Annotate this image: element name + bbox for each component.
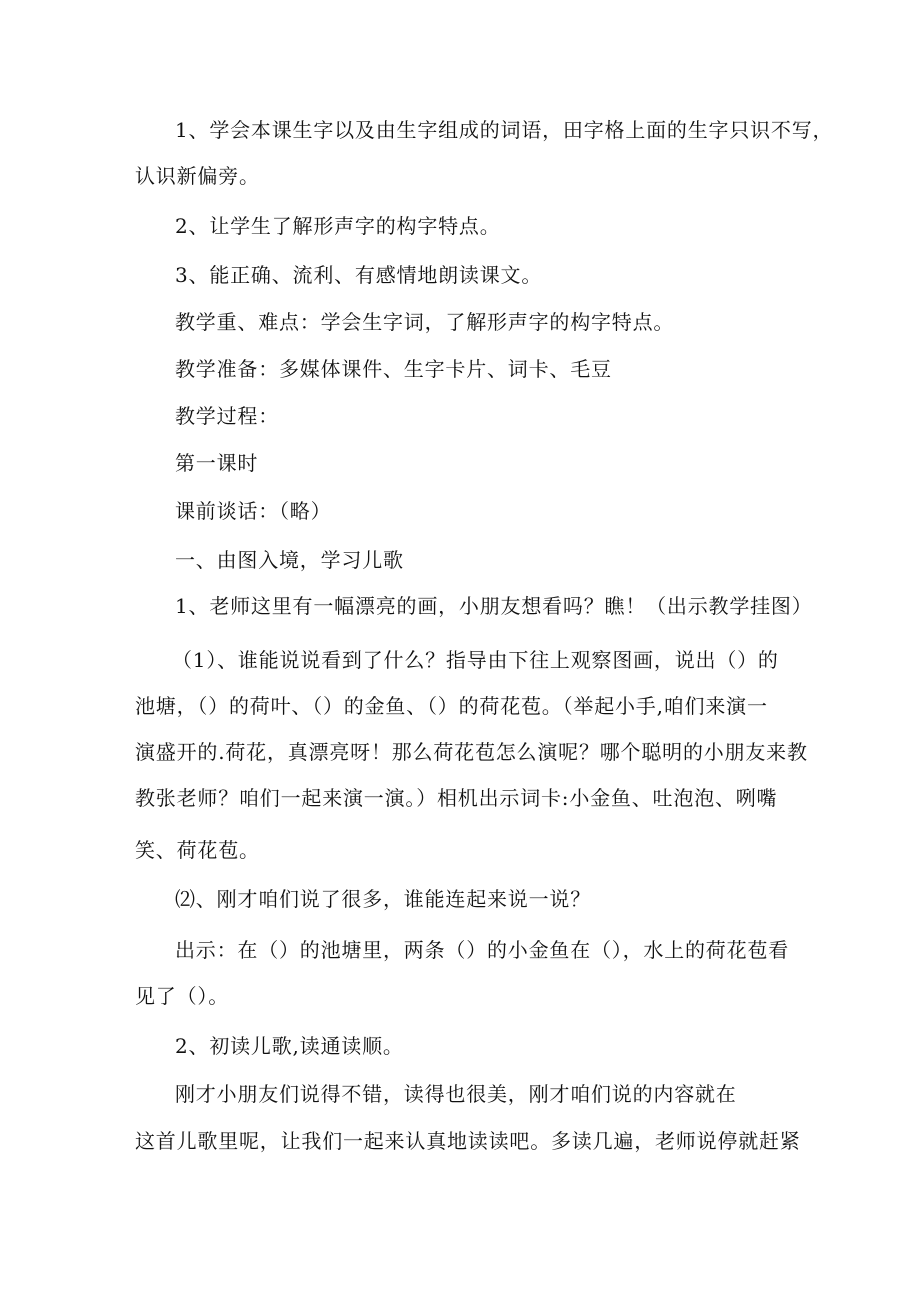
objective-1-cont: 认识新偏旁。 [135,164,260,188]
step-1-sub-1-cont-4: 笑、荷花苞。 [135,838,260,862]
display-sentence-cont: 见了（）。 [135,984,229,1008]
preparation: 教学准备：多媒体课件、生字卡片、词卡、毛豆 [175,357,612,381]
step-1-sub-1: （1）、谁能说说看到了什么？指导由下往上观察图画，说出（）的 [172,648,779,672]
step-1-sub-2: ⑵、刚才咱们说了很多，谁能连起来说一说？ [175,887,591,911]
section-1-heading: 一、由图入境，学习儿歌 [175,548,404,572]
step-1-sub-1-cont-2: 演盛开的.荷花，真漂亮呀！那么荷花苞怎么演呢？哪个聪明的小朋友来教 [135,740,808,764]
step-2: 2、初读儿歌,读通读顺。 [175,1034,404,1058]
step-1: 1、老师这里有一幅漂亮的画，小朋友想看吗？瞧！（出示教学挂图） [175,594,813,618]
objective-3: 3、能正确、流利、有感情地朗读课文。 [175,263,543,287]
objective-1: 1、学会本课生字以及由生字组成的词语，田字格上面的生字只识不写， [175,118,834,142]
step-2-body-cont: 这首儿歌里呢，让我们一起来认真地读读吧。多读几遍，老师说停就赶紧 [135,1129,801,1153]
pre-class-talk: 课前谈话：（略） [175,499,332,523]
objective-2: 2、让学生了解形声字的构字特点。 [175,214,501,238]
first-lesson-heading: 第一课时 [175,451,259,475]
display-sentence: 出示：在（）的池塘里，两条（）的小金鱼在（），水上的荷花苞看 [175,938,789,962]
key-points: 教学重、难点：学会生字词，了解形声字的构字特点。 [175,310,675,334]
step-2-body: 刚才小朋友们说得不错，读得也很美，刚才咱们说的内容就在 [175,1082,737,1106]
step-1-sub-1-cont-1: 池塘，（）的荷叶、（）的金鱼、（）的荷花苞。（举起小手,咱们来演一 [135,694,768,718]
step-1-sub-1-cont-3: 教张老师？咱们一起来演一演。）相机出示词卡:小金鱼、吐泡泡、咧嘴 [135,786,778,810]
process-heading: 教学过程： [175,404,279,428]
